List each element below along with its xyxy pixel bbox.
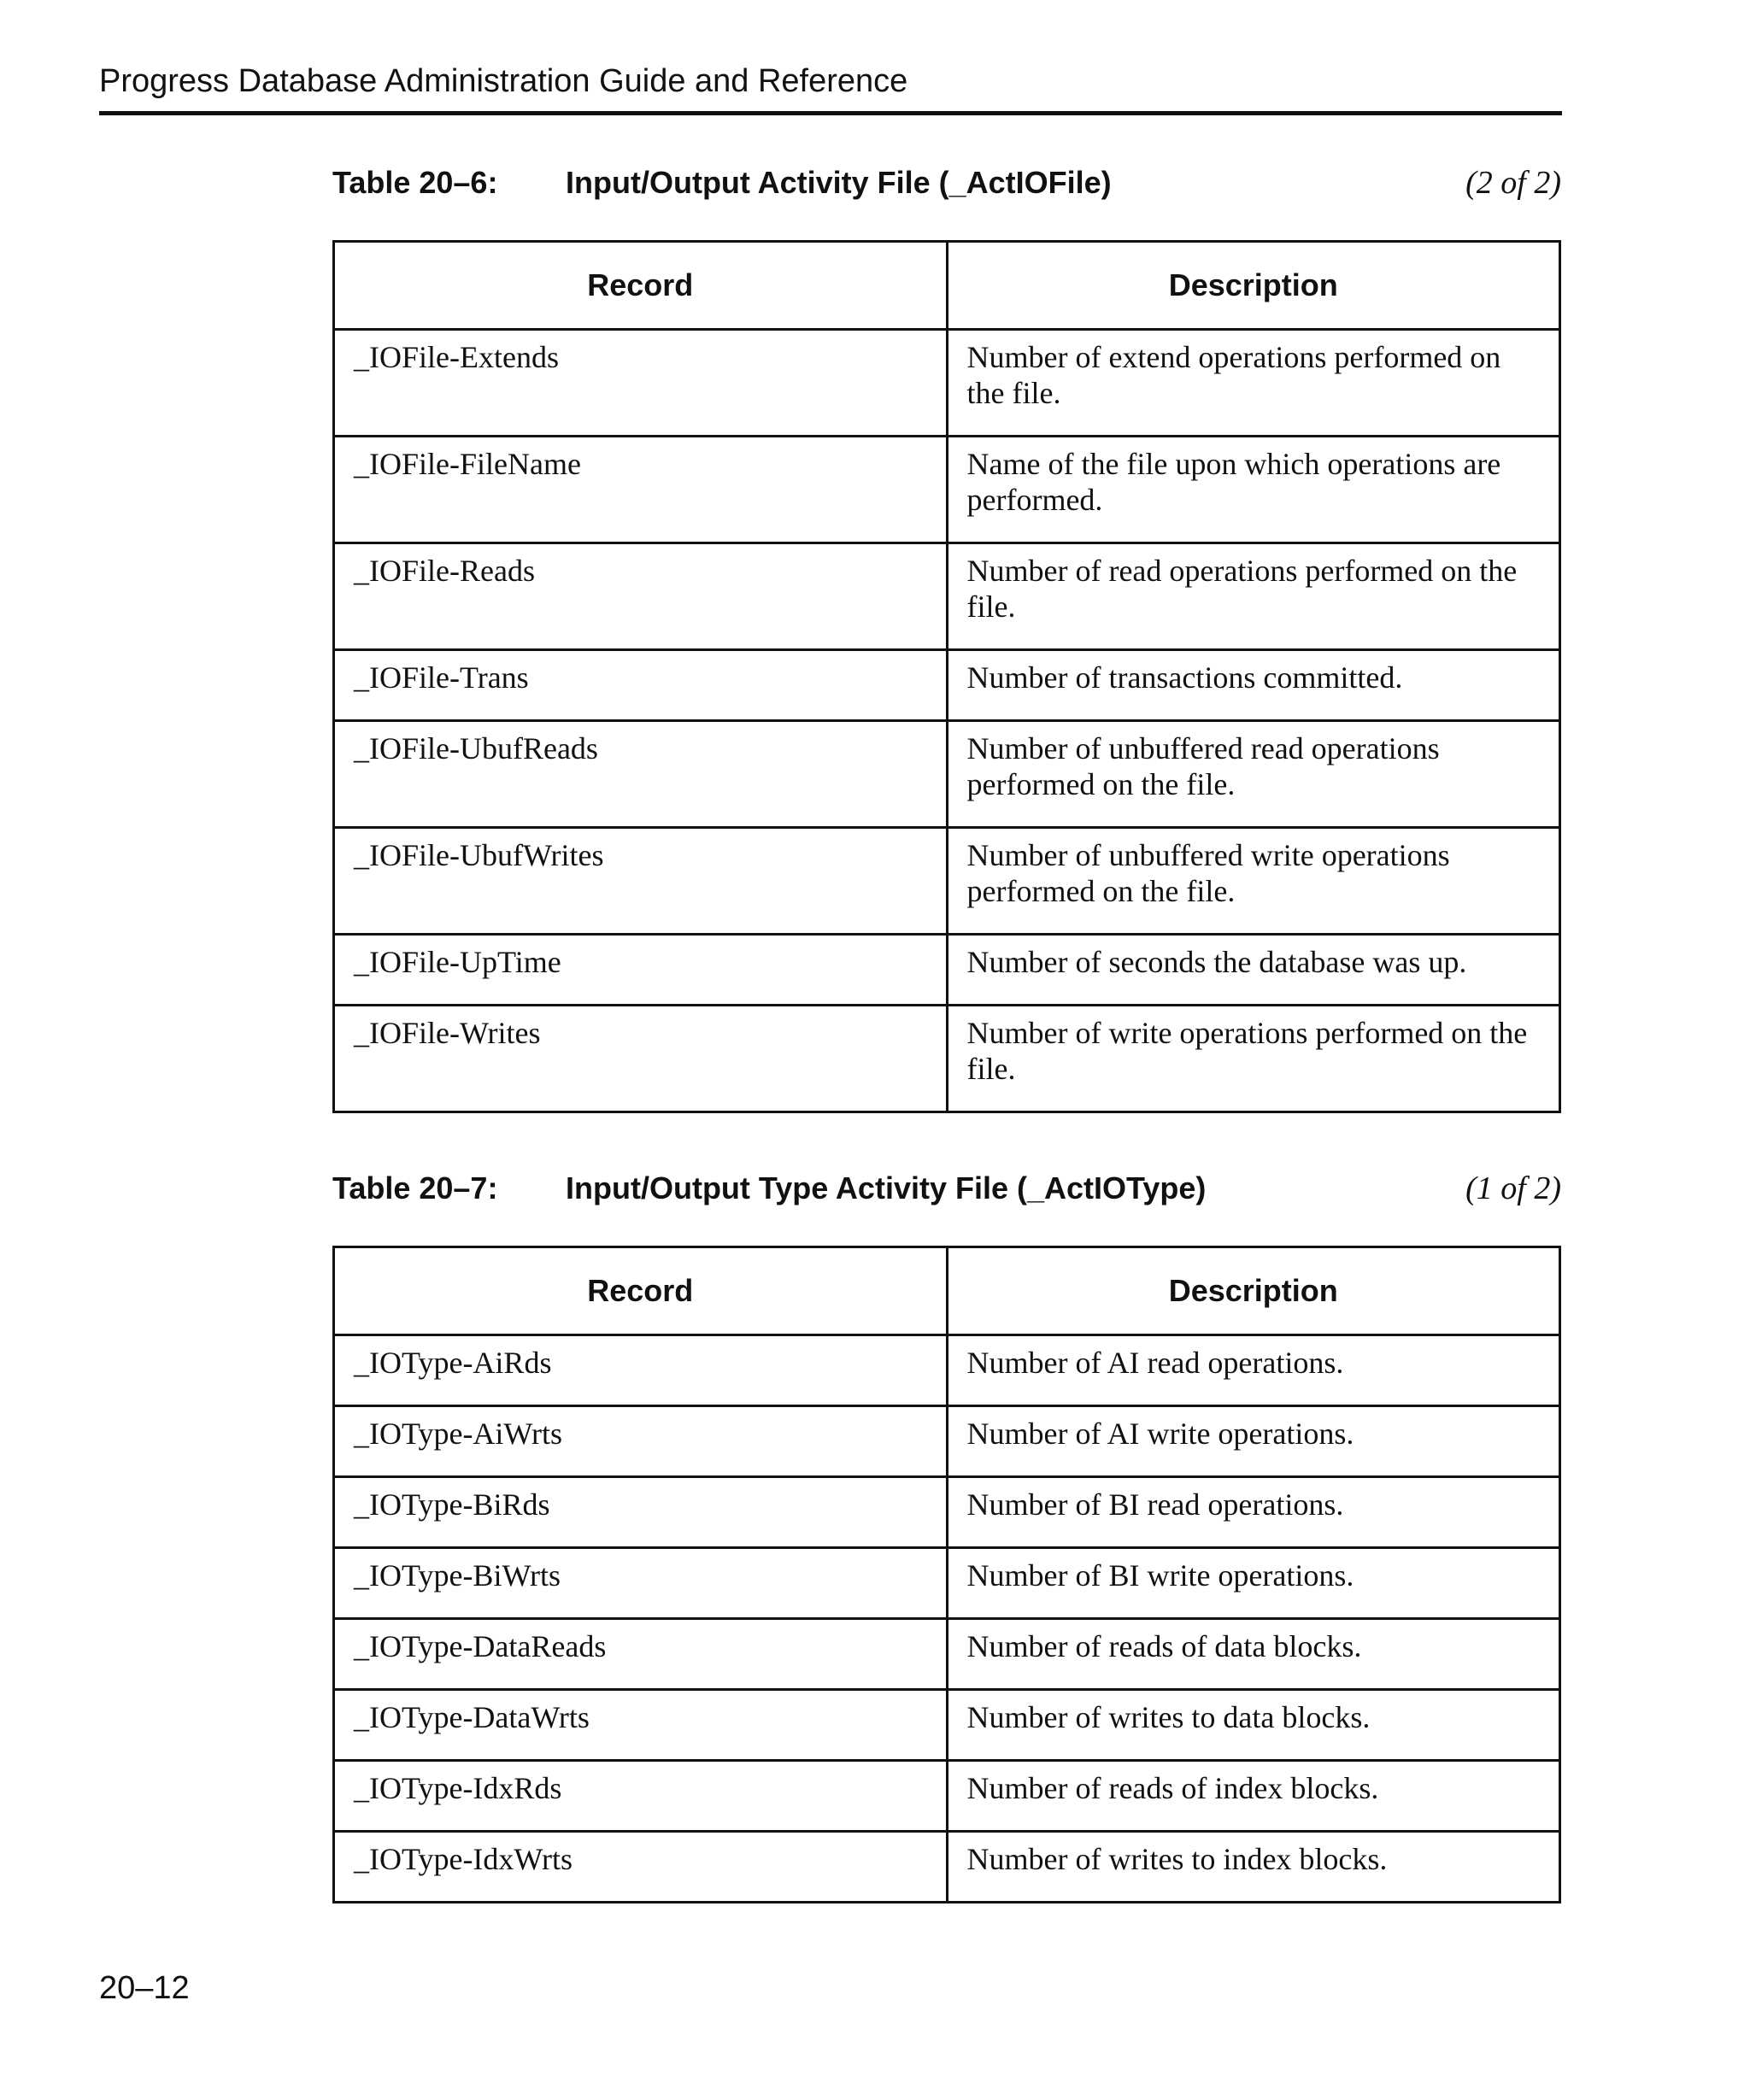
record-cell: _IOFile-UbufWrites: [334, 828, 948, 935]
record-cell: _IOFile-UpTime: [334, 935, 948, 1006]
record-cell: _IOType-IdxRds: [334, 1761, 948, 1832]
table-7-title: Input/Output Type Activity File (_ActIOType): [566, 1170, 1207, 1205]
record-cell: _IOType-DataReads: [334, 1619, 948, 1690]
table-7-header-row: [334, 1247, 1560, 1335]
table-row: [334, 437, 1560, 543]
record-cell: _IOFile-Writes: [334, 1006, 948, 1112]
table-7-part: (1 of 2): [1465, 1170, 1561, 1206]
table-6-caption: [332, 161, 1561, 205]
table-6-col-record: Record: [334, 242, 948, 330]
table-6: [332, 240, 1561, 1113]
table-row: [334, 828, 1560, 935]
table-6-number: Table 20–6:: [332, 165, 498, 200]
record-cell: _IOType-IdxWrts: [334, 1832, 948, 1903]
description-cell: Number of writes to data blocks.: [947, 1690, 1560, 1761]
page-number: 20–12: [99, 1970, 190, 2006]
description-cell: Number of seconds the database was up.: [947, 935, 1560, 1006]
table-row: [334, 1690, 1560, 1761]
record-cell: _IOType-AiRds: [334, 1335, 948, 1406]
running-header: Progress Database Administration Guide and Reference: [99, 63, 908, 99]
description-cell: Number of writes to index blocks.: [947, 1832, 1560, 1903]
table-7-number: Table 20–7:: [332, 1170, 498, 1205]
description-cell: Number of BI write operations.: [947, 1548, 1560, 1619]
table-row: [334, 543, 1560, 650]
table-row: [334, 1477, 1560, 1548]
table-7-caption: [332, 1166, 1561, 1211]
record-cell: _IOType-BiWrts: [334, 1548, 948, 1619]
table-6-title: Input/Output Activity File (_ActIOFile): [566, 165, 1112, 200]
table-7: [332, 1246, 1561, 1903]
record-cell: _IOType-AiWrts: [334, 1406, 948, 1477]
description-cell: Number of write operations performed on the file.: [947, 1006, 1560, 1112]
table-row: [334, 1619, 1560, 1690]
table-row: [334, 1006, 1560, 1112]
table-row: [334, 1548, 1560, 1619]
table-row: [334, 1335, 1560, 1406]
record-cell: _IOFile-Trans: [334, 650, 948, 721]
description-cell: Number of unbuffered read operations performed on the file.: [947, 721, 1560, 828]
table-6-col-description: Description: [947, 242, 1560, 330]
table-row: [334, 650, 1560, 721]
record-cell: _IOType-DataWrts: [334, 1690, 948, 1761]
description-cell: Number of reads of index blocks.: [947, 1761, 1560, 1832]
header-rule: [99, 111, 1562, 115]
table-7-col-record: Record: [334, 1247, 948, 1335]
table-row: [334, 1406, 1560, 1477]
table-6-part: (2 of 2): [1465, 165, 1561, 201]
record-cell: _IOFile-Extends: [334, 330, 948, 437]
record-cell: _IOType-BiRds: [334, 1477, 948, 1548]
description-cell: Number of reads of data blocks.: [947, 1619, 1560, 1690]
record-cell: _IOFile-UbufReads: [334, 721, 948, 828]
description-cell: Number of extend operations performed on the file.: [947, 330, 1560, 437]
description-cell: Number of unbuffered write operations performed on the file.: [947, 828, 1560, 935]
table-row: [334, 721, 1560, 828]
description-cell: Number of AI write operations.: [947, 1406, 1560, 1477]
table-row: [334, 935, 1560, 1006]
record-cell: _IOFile-FileName: [334, 437, 948, 543]
record-cell: _IOFile-Reads: [334, 543, 948, 650]
table-row: [334, 1761, 1560, 1832]
table-6-header-row: [334, 242, 1560, 330]
description-cell: Number of transactions committed.: [947, 650, 1560, 721]
table-7-col-description: Description: [947, 1247, 1560, 1335]
table-row: [334, 1832, 1560, 1903]
description-cell: Number of read operations performed on the file.: [947, 543, 1560, 650]
table-row: [334, 330, 1560, 437]
description-cell: Number of AI read operations.: [947, 1335, 1560, 1406]
description-cell: Name of the file upon which operations are performed.: [947, 437, 1560, 543]
description-cell: Number of BI read operations.: [947, 1477, 1560, 1548]
